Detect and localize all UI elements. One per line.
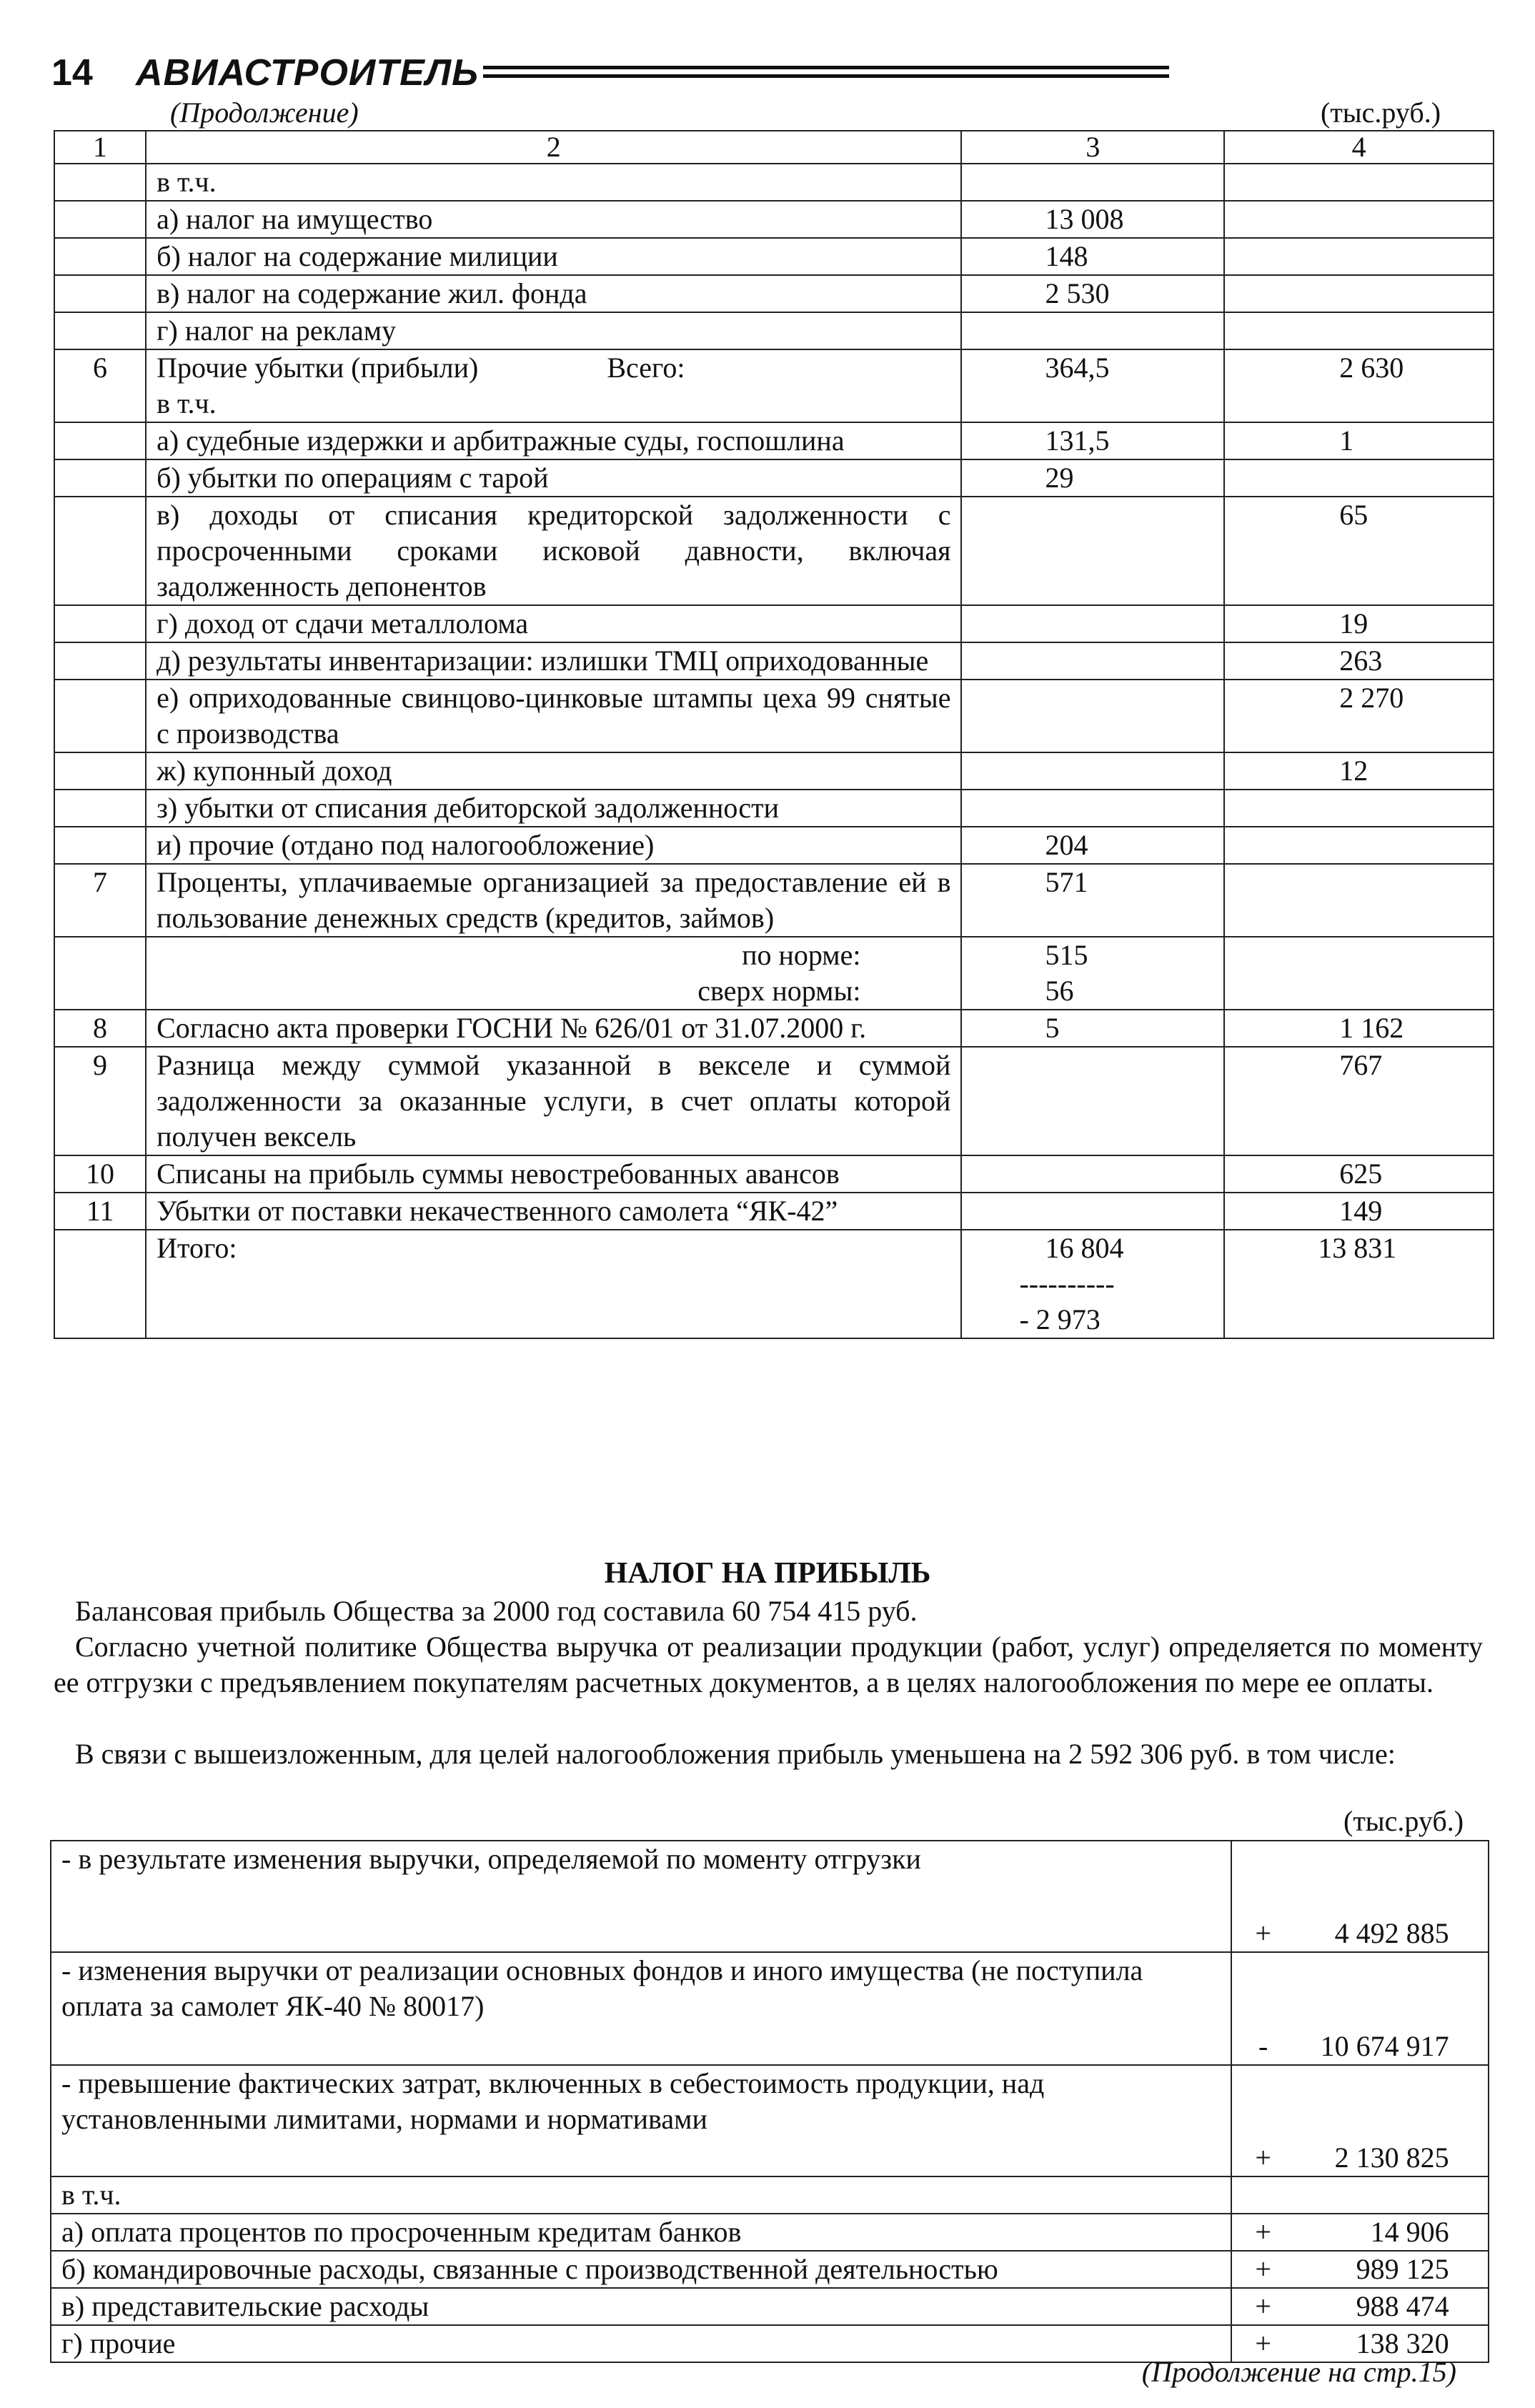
value-sign: - [1258,2030,1268,2062]
table-row [54,1010,1494,1047]
table-row [51,2214,1489,2251]
value-col4 [1224,790,1494,827]
table-row [54,1193,1494,1230]
row-text: Разница между суммой указанной в векселе и суммой задолженности за оказанные услуги, в счет оплаты которой получен вексель [146,1047,961,1155]
column-header: 1 [54,131,146,164]
row-number [54,680,146,752]
value-col3: 5 [961,1010,1224,1047]
value-col3: 29 [961,459,1224,497]
value-col4 [1224,827,1494,864]
value-sign: + [1255,2253,1271,2285]
row-value [1231,2288,1489,2325]
value-col3 [961,312,1224,349]
value-col4: 65 [1224,497,1494,605]
value-sign: + [1255,2327,1271,2359]
value-col4: 1 162 [1224,1010,1494,1047]
table-row [54,497,1494,605]
value-amount: 988 474 [1356,2290,1449,2322]
row-text: г) доход от сдачи металлолома [146,605,961,642]
table-row [54,864,1494,937]
value-col3 [961,164,1224,201]
value-col4: 767 [1224,1047,1494,1155]
row-value [1231,1952,1489,2065]
table-row [54,680,1494,752]
table-row [54,827,1494,864]
value-col3 [961,1047,1224,1155]
table-row [54,238,1494,275]
row-number [54,422,146,459]
journal-title: АВИАСТРОИТЕЛЬ [136,52,479,94]
row-text-total-label: Всего: [607,352,685,384]
column-header: 4 [1224,131,1494,164]
total-col4: 13 831 [1224,1230,1494,1338]
value-col3 [961,937,1224,1010]
value-sign: + [1255,2290,1271,2322]
table-row [54,1155,1494,1193]
continuation-note: (Продолжение на стр.15) [1141,2356,1456,2388]
value-col4 [1224,201,1494,238]
row-number [54,275,146,312]
expenses-table [54,130,1494,1339]
table-row [51,1952,1489,2065]
row-text: а) налог на имущество [146,201,961,238]
row-value [1231,2214,1489,2251]
table-row [54,312,1494,349]
table-row [51,2065,1489,2176]
value-col4: 2 630 [1224,349,1494,422]
value-col3: 13 008 [961,201,1224,238]
total-row [54,1230,1494,1338]
paragraph: Балансовая прибыль Общества за 2000 год составила 60 754 415 руб. [75,1595,918,1627]
value-col3 [961,790,1224,827]
row-text: в т.ч. [146,164,961,201]
row-number: 6 [54,349,146,422]
row-value [1231,2065,1489,2176]
table-row [54,275,1494,312]
row-text: б) налог на содержание милиции [146,238,961,275]
row-number [54,201,146,238]
value-norm: 515 [1045,939,1088,971]
value-sign: + [1255,2141,1271,2174]
value-amount: 4 492 885 [1334,1917,1449,1949]
row-text: д) результаты инвентаризации: излишки ТМЦ оприходованные [146,642,961,680]
row-text: в т.ч. [51,2176,1231,2214]
row-text: а) оплата процентов по просроченным кредитам банков [51,2214,1231,2251]
value-col3: 571 [961,864,1224,937]
value-col4 [1224,937,1494,1010]
table-row [54,164,1494,201]
value-sign: + [1255,1917,1271,1949]
value-col3 [961,497,1224,605]
value-amount: 989 125 [1356,2253,1449,2285]
row-text: е) оприходованные свинцово-цинковые штампы цеха 99 снятые с производства [146,680,961,752]
tax-adjustments-table [50,1840,1489,2363]
value-col4: 263 [1224,642,1494,680]
value-col4 [1224,164,1494,201]
column-header: 2 [146,131,961,164]
row-text: Согласно акта проверки ГОСНИ № 626/01 от 31.07.2000 г. [146,1010,961,1047]
row-number: 10 [54,1155,146,1193]
total-difference: - 2 973 [1019,1303,1101,1335]
value-col3 [961,605,1224,642]
row-text: з) убытки от списания дебиторской задолженности [146,790,961,827]
value-col3 [961,752,1224,790]
row-number [54,605,146,642]
table-row [54,201,1494,238]
value-col3: 2 530 [961,275,1224,312]
row-number: 7 [54,864,146,937]
row-text: Проценты, уплачиваемые организацией за предоставление ей в пользование денежных средств (кредитов, займов) [146,864,961,937]
row-text: - превышение фактических затрат, включенных в себестоимость продукции, над установленными лимитами, нормами и нормативами [51,2065,1231,2176]
value-col3 [961,1155,1224,1193]
row-number [54,790,146,827]
value-col4 [1224,459,1494,497]
row-text: г) налог на рекламу [146,312,961,349]
row-number [54,497,146,605]
row-number [54,1230,146,1338]
row-text [146,937,961,1010]
value-col3: 364,5 [961,349,1224,422]
value-col3: 204 [961,827,1224,864]
table-row [51,2288,1489,2325]
row-text: в) представительские расходы [51,2288,1231,2325]
row-text-sub: в т.ч. [157,387,217,419]
row-text [146,349,961,422]
row-text: г) прочие [51,2325,1231,2362]
row-number [54,238,146,275]
table-row [51,2176,1489,2214]
value-amount: 10 674 917 [1320,2030,1449,2062]
row-number [54,164,146,201]
row-text-over-norm: сверх нормы: [697,975,861,1007]
total-col3 [961,1230,1224,1338]
row-number [54,752,146,790]
units-label: (тыс.руб.) [1321,96,1441,129]
table-row [54,790,1494,827]
row-text: ж) купонный доход [146,752,961,790]
value-col4: 1 [1224,422,1494,459]
value-amount: 2 130 825 [1334,2141,1449,2174]
value-col3 [961,1193,1224,1230]
value-sign: + [1255,2216,1271,2248]
row-number [54,642,146,680]
units-label: (тыс.руб.) [1343,1805,1464,1837]
value-col4 [1224,238,1494,275]
value-col4: 625 [1224,1155,1494,1193]
value-amount: 138 320 [1356,2327,1449,2359]
page-header [51,51,1123,94]
value-over-norm: 56 [1045,975,1074,1007]
section-title: НАЛОГ НА ПРИБЫЛЬ [604,1557,931,1590]
row-value [1231,2176,1489,2214]
paragraph: Согласно учетной политике Общества выручка от реализации продукции (работ, услуг) определяется по моменту ее отгрузки с предъявлением покупателям расчетных документов, а в целях налогообложения по мере ее оплаты. [54,1631,1483,1698]
row-text: - в результате изменения выручки, определяемой по моменту отгрузки [51,1841,1231,1952]
row-number: 11 [54,1193,146,1230]
value-col4 [1224,312,1494,349]
table-row [54,642,1494,680]
row-text-main: Прочие убытки (прибыли) [157,352,479,384]
row-text: в) налог на содержание жил. фонда [146,275,961,312]
row-number [54,312,146,349]
table-row [51,2251,1489,2288]
table-row [54,459,1494,497]
table-row [54,349,1494,422]
row-number [54,937,146,1010]
row-text: б) убытки по операциям с тарой [146,459,961,497]
table-row [54,937,1494,1010]
value-col4: 2 270 [1224,680,1494,752]
row-number [54,827,146,864]
value-col4 [1224,864,1494,937]
row-text-norm: по норме: [742,939,861,971]
row-text: - изменения выручки от реализации основных фондов и иного имущества (не поступила оплата за самолет ЯК-40 № 80017) [51,1952,1231,2065]
value-col3 [961,680,1224,752]
table-row [51,1841,1489,1952]
table-row [54,605,1494,642]
row-text: а) судебные издержки и арбитражные суды, госпошлина [146,422,961,459]
value-col4: 12 [1224,752,1494,790]
value-amount: 14 906 [1370,2216,1449,2248]
total-label: Итого: [146,1230,961,1338]
header-rule [483,66,1169,83]
table-row [54,422,1494,459]
total-separator: ---------- [1019,1268,1115,1300]
value-col3 [961,642,1224,680]
value-col3: 148 [961,238,1224,275]
row-number: 8 [54,1010,146,1047]
row-value [1231,2251,1489,2288]
page-number: 14 [51,52,93,94]
table-row [54,1047,1494,1155]
value-col4: 19 [1224,605,1494,642]
row-value [1231,1841,1489,1952]
row-number: 9 [54,1047,146,1155]
column-header: 3 [961,131,1224,164]
table-header-row [54,131,1494,164]
row-number [54,459,146,497]
total-value: 16 804 [1045,1232,1124,1264]
table-row [54,752,1494,790]
row-text: Убытки от поставки некачественного самолета “ЯК-42” [146,1193,961,1230]
row-text: б) командировочные расходы, связанные с производственной деятельностью [51,2251,1231,2288]
row-text: в) доходы от списания кредиторской задолженности с просроченными сроками исковой давности, включая задолженность депонентов [146,497,961,605]
paragraph: В связи с вышеизложенным, для целей налогообложения прибыль уменьшена на 2 592 306 руб. в том числе: [75,1738,1396,1770]
value-col3: 131,5 [961,422,1224,459]
value-col4 [1224,275,1494,312]
value-col4: 149 [1224,1193,1494,1230]
row-text: и) прочие (отдано под налогообложение) [146,827,961,864]
row-text: Списаны на прибыль суммы невостребованных авансов [146,1155,961,1193]
continuation-label: (Продолжение) [170,96,359,129]
